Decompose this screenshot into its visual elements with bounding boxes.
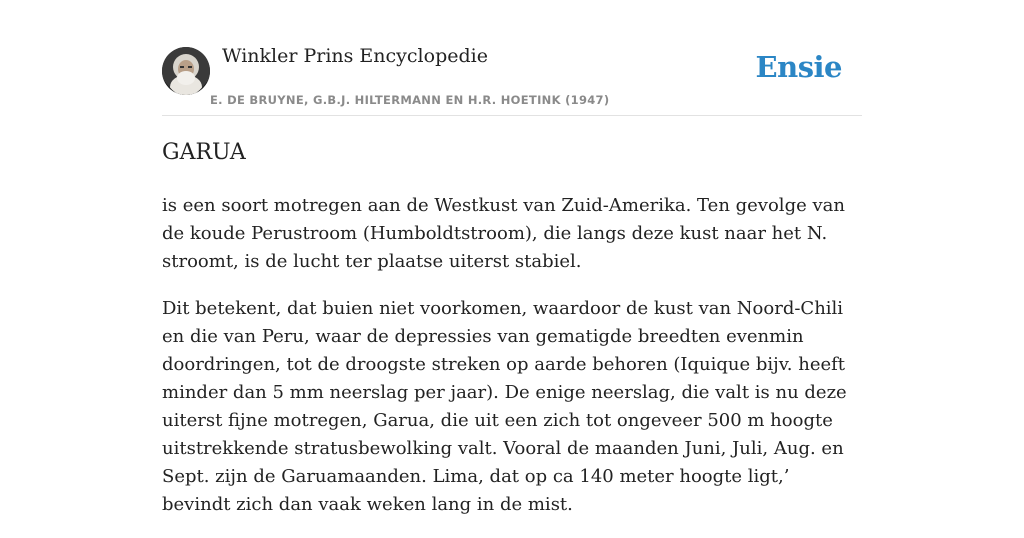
site-title[interactable]: Winkler Prins Encyclopedie: [222, 45, 488, 67]
entry-paragraph: Dit betekent, dat buien niet voorkomen, waardoor de kust van Noord-Chili en die van Peru, waar de depressies van gematigde breedten evenmin doordringen, tot de droogste streken op aarde behoren (Iquique bijv. heeft minder dan 5 mm neerslag per jaar). De enige neerslag, die valt is nu deze uiterst fijne motregen, Garua, die uit een zich tot ongeveer 500 m hoogte uitstrekkende stratusbewolking valt. Vooral de maanden Juni, Juli, Aug. en Sept. zijn de Garuamaanden. Lima, dat op ca 140 meter hoogte ligt,’ bevindt zich dan vaak weken lang in de mist.: [162, 298, 847, 515]
page: [162, 0, 862, 515]
brand-logo[interactable]: Ensie: [755, 50, 842, 84]
authors-credit: E. DE BRUYNE, G.B.J. HILTERMANN EN H.R. HOETINK (1947): [210, 93, 610, 107]
entry-title: GARUA: [162, 140, 246, 165]
site-header: [162, 0, 862, 116]
entry-paragraph: is een soort motregen aan de Westkust van Zuid-Amerika. Ten gevolge van de koude Perustroom (Humboldtstroom), die langs deze kust naar het N. stroomt, is de lucht ter plaatse uiterst stabiel.: [162, 195, 845, 272]
entry-body: [162, 192, 862, 538]
avatar[interactable]: [162, 47, 210, 95]
portrait-photo-icon: [162, 47, 210, 95]
